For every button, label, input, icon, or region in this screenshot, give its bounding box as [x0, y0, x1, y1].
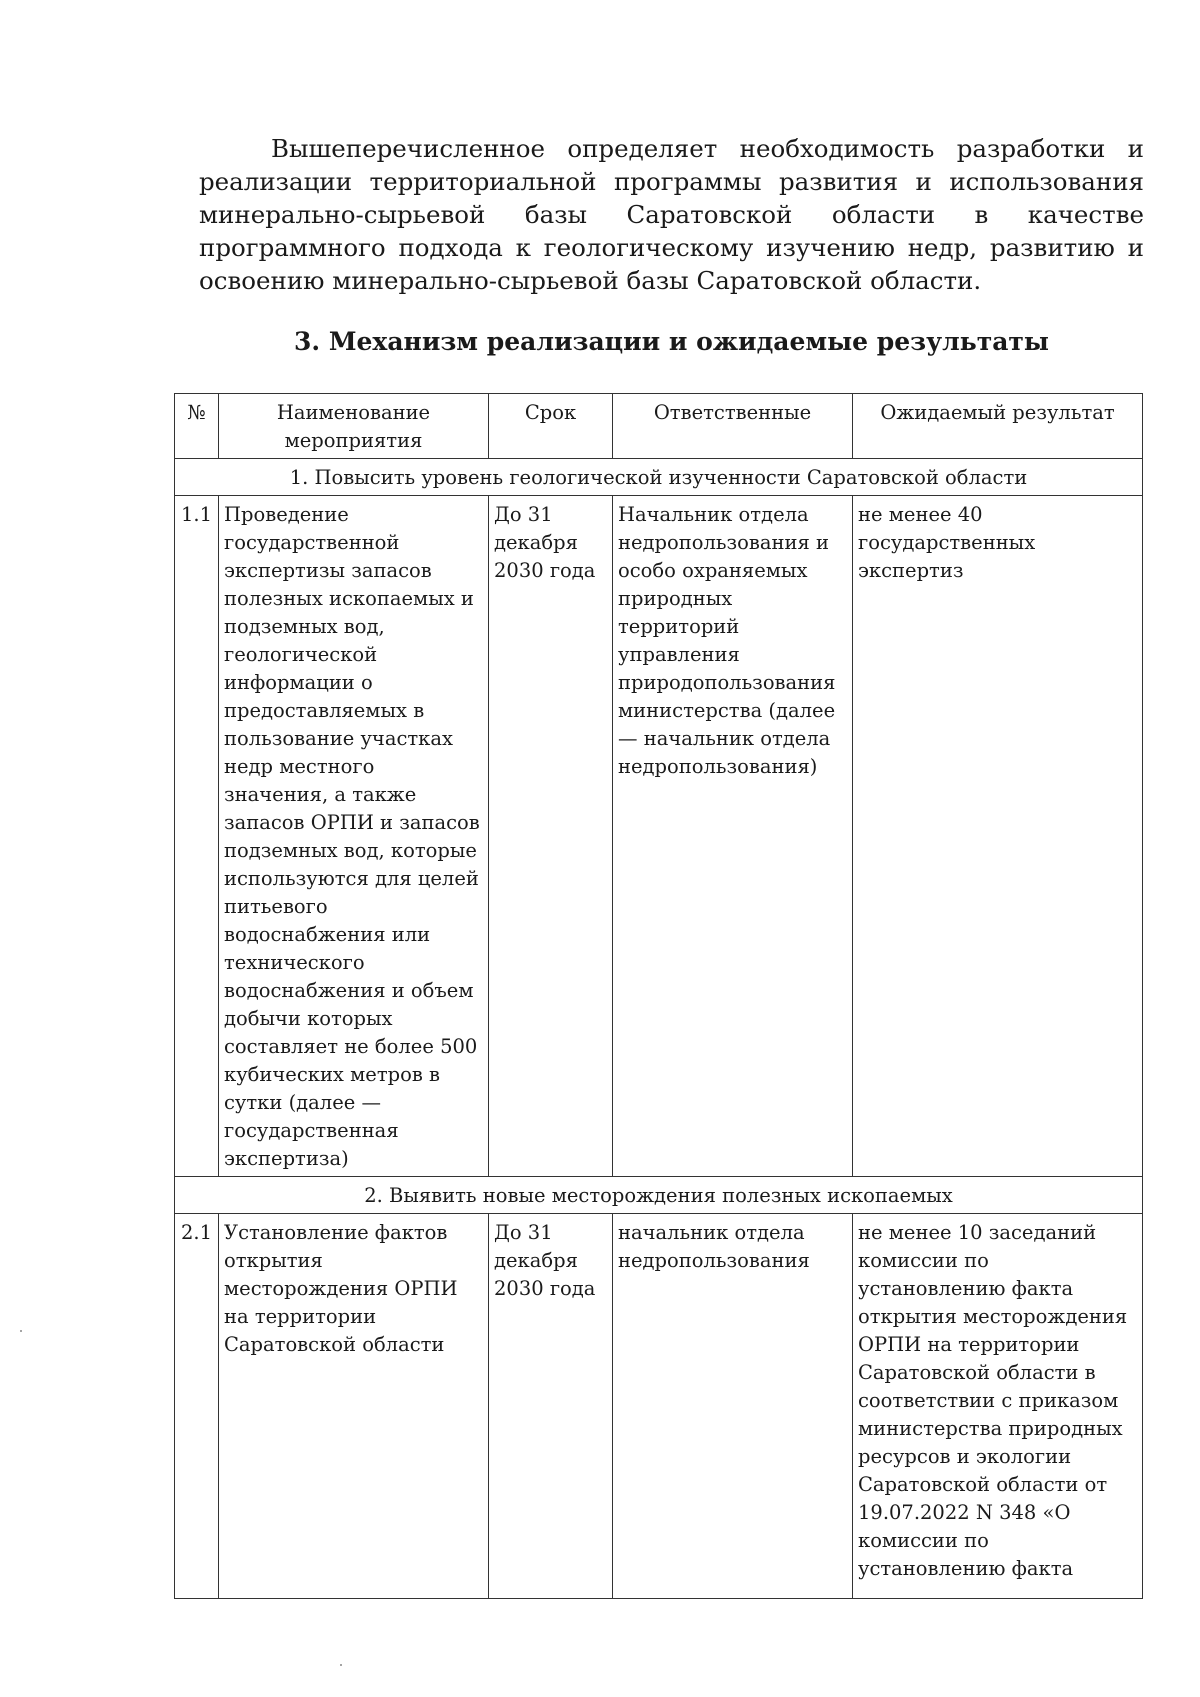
table-header-row — [175, 394, 1143, 459]
header-responsible: Ответственные — [613, 394, 853, 459]
scan-speck — [340, 1664, 342, 1666]
row-responsible: Начальник отдела недропользования и особо охраняемых природных территорий управления природопользования министерства (далее — начальник отдела недропользования) — [613, 496, 853, 1177]
group-row — [175, 1177, 1143, 1214]
row-responsible: начальник отдела недропользования — [613, 1214, 853, 1599]
row-num: 1.1 — [175, 496, 219, 1177]
row-num: 2.1 — [175, 1214, 219, 1599]
header-result: Ожидаемый результат — [853, 394, 1143, 459]
row-name: Установление фактов открытия месторождения ОРПИ на территории Саратовской области — [219, 1214, 489, 1599]
intro-paragraph: Вышеперечисленное определяет необходимость разработки и реализации территориальной программы развития и использования минерально-сырьевой базы Саратовской области в качестве программного подхода к геологическому изучению недр, развитию и освоению минерально-сырьевой базы Саратовской области. — [199, 134, 1144, 295]
group-title: 1. Повысить уровень геологической изученности Саратовской области — [175, 459, 1143, 496]
row-name: Проведение государственной экспертизы запасов полезных ископаемых и подземных вод, геологической информации о предоставляемых в пользование участках недр местного значения, а также запасов ОРПИ и запасов подземных вод, которые используются для целей питьевого водоснабжения или технического водоснабжения и объем добычи которых составляет не более 500 кубических метров в сутки (далее — государственная экспертиза) — [219, 496, 489, 1177]
row-result: не менее 10 заседаний комиссии по установлению факта открытия месторождения ОРПИ на территории Саратовской области в соответствии с приказом министерства природных ресурсов и экологии Саратовской области от 19.07.2022 N 348 «О комиссии по установлению факта — [853, 1214, 1143, 1599]
header-term: Срок — [489, 394, 613, 459]
header-name: Наименование мероприятия — [219, 394, 489, 459]
row-term: До 31 декабря 2030 года — [489, 1214, 613, 1599]
row-term: До 31 декабря 2030 года — [489, 496, 613, 1177]
header-num: № — [175, 394, 219, 459]
group-title: 2. Выявить новые месторождения полезных ископаемых — [175, 1177, 1143, 1214]
group-row — [175, 459, 1143, 496]
measures-table — [174, 393, 1143, 1599]
table-row — [175, 1214, 1143, 1599]
scan-speck — [20, 1330, 22, 1332]
table-row — [175, 496, 1143, 1177]
section-title: 3. Механизм реализации и ожидаемые результаты — [294, 327, 1049, 356]
row-result: не менее 40 государственных экспертиз — [853, 496, 1143, 1177]
